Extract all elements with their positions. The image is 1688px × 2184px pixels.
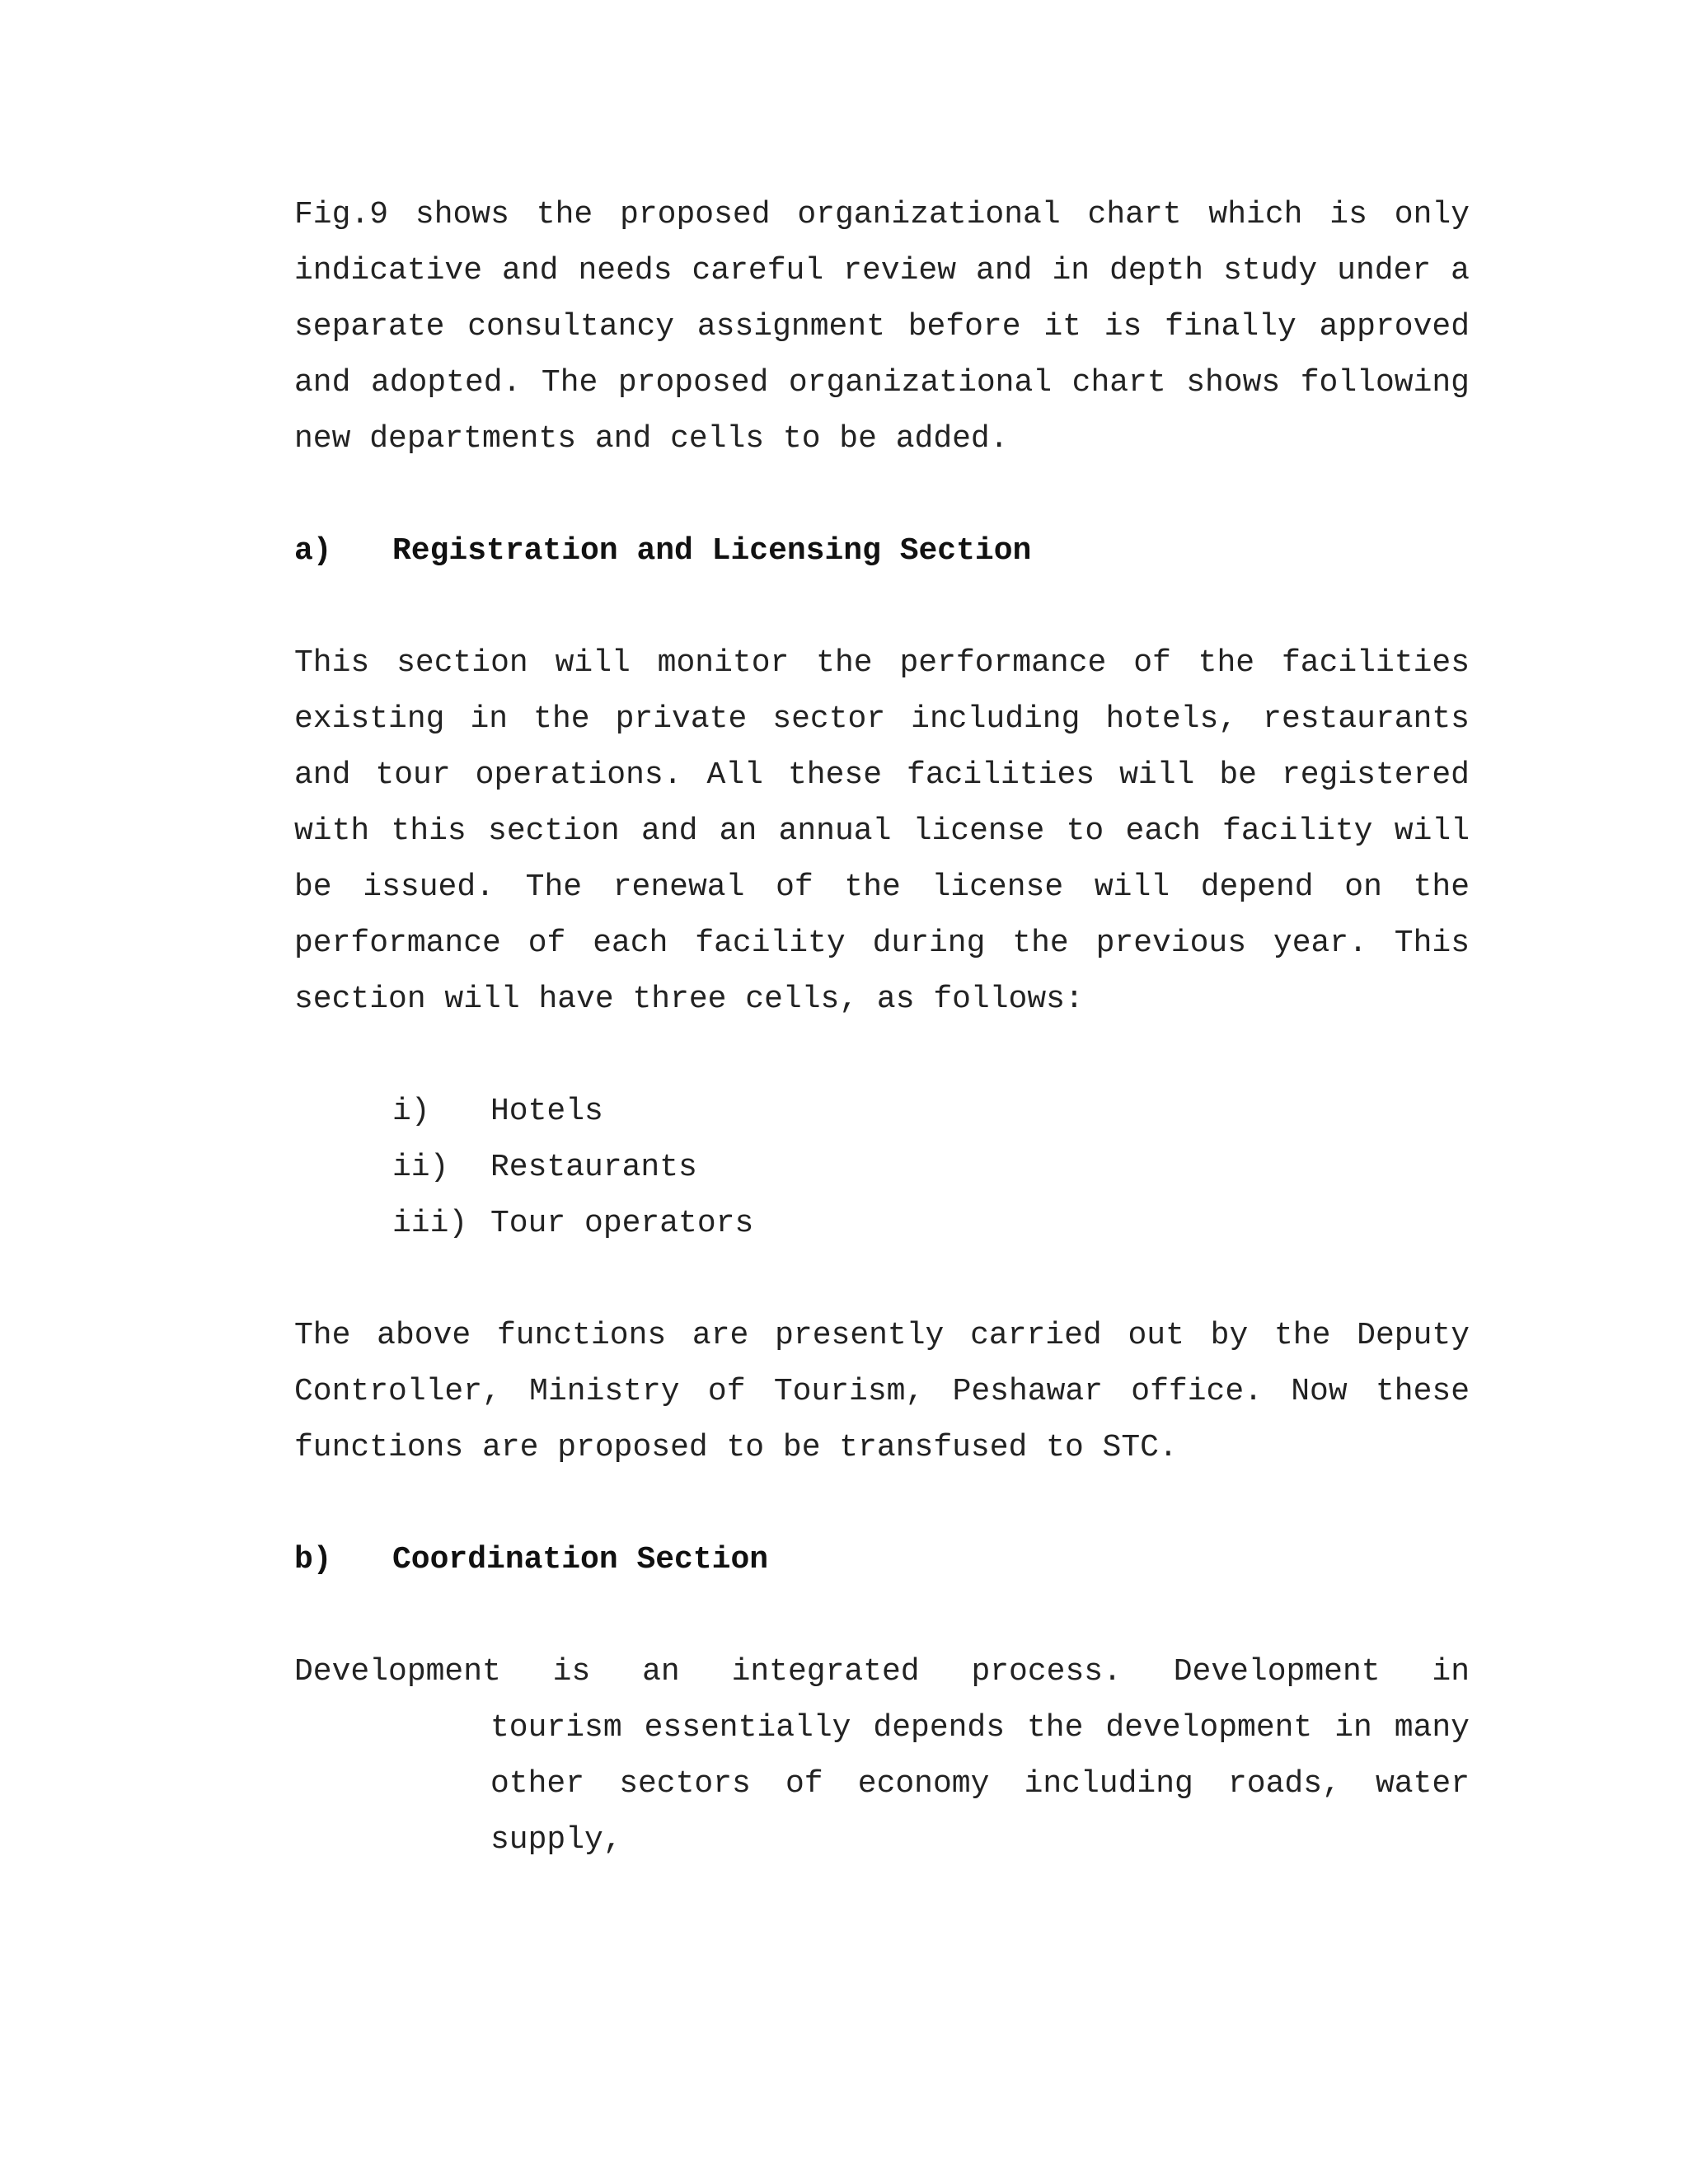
section-a-paragraph: This section will monitor the performance of the facilities existing in the private sector including hotels, restaurants and tour operations. All these facilities will be registered with this section and an annual license to each facility will be issued. The renewal of the license will depend on the performance of each facility during the previous year. This section will have three cells, as follows:	[294, 645, 1470, 1017]
list-item-number: ii)	[392, 1150, 449, 1185]
list-item-label: Tour operators	[490, 1206, 754, 1241]
section-b-heading	[294, 1532, 1470, 1588]
list-item-label: Restaurants	[490, 1150, 697, 1185]
section-a-title: Registration and Licensing Section	[392, 533, 1032, 569]
section-a-marker: a)	[294, 533, 332, 569]
list-item-label: Hotels	[490, 1094, 603, 1129]
document-page	[294, 187, 1470, 1868]
section-b-paragraph	[294, 1644, 1470, 1868]
intro-paragraph: Fig.9 shows the proposed organizational chart which is only indicative and needs careful review and in depth study under a separate consultancy assignment before it is finally approved and adopted. The proposed organizational chart shows following new departments and cells to be added.	[294, 197, 1470, 457]
section-b-paragraph-rest: tourism essentially depends the development in many other sectors of economy including roads, water supply,	[490, 1710, 1470, 1858]
section-b-title: Coordination Section	[392, 1542, 769, 1577]
section-a-closing-paragraph: The above functions are presently carried out by the Deputy Controller, Ministry of Tourism, Peshawar office. Now these functions are proposed to be transfused to STC.	[294, 1318, 1470, 1465]
section-a-heading	[294, 523, 1470, 579]
list-item	[294, 1140, 1470, 1196]
section-a-cells-list	[294, 1084, 1470, 1252]
section-b-paragraph-first-line: Development is an integrated process. Development in	[294, 1654, 1470, 1690]
list-item-number: i)	[392, 1094, 430, 1129]
list-item	[294, 1196, 1470, 1252]
list-item-number: iii)	[392, 1206, 468, 1241]
list-item	[294, 1084, 1470, 1140]
section-b-marker: b)	[294, 1542, 332, 1577]
